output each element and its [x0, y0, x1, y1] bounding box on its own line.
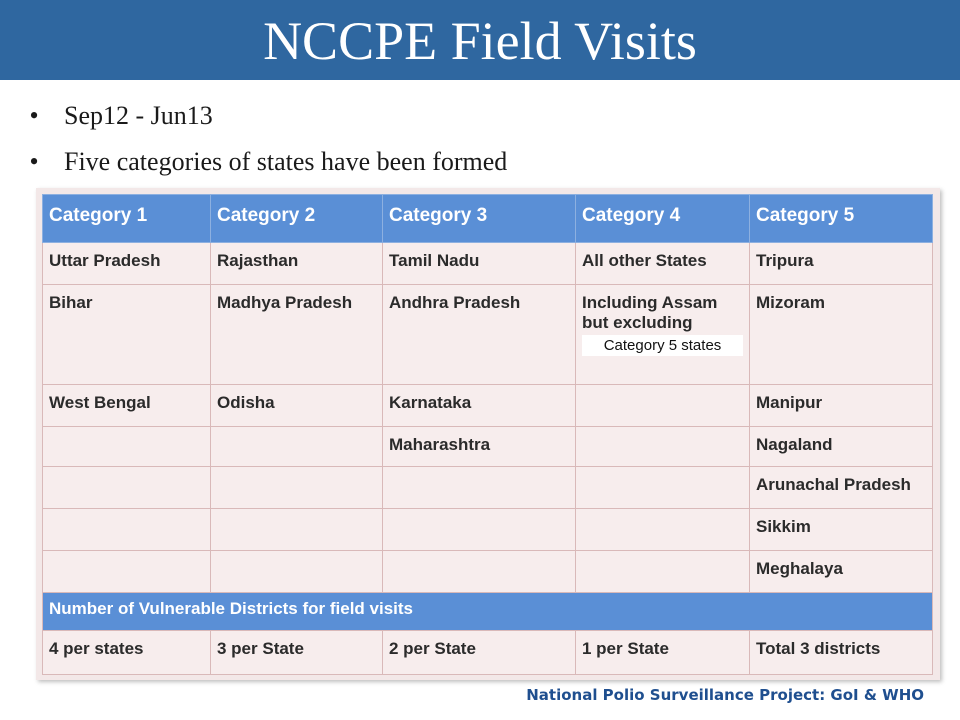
- table-cell: Andhra Pradesh: [383, 285, 576, 385]
- category4-text: Including Assam but excluding: [582, 293, 718, 332]
- table-cell: [576, 551, 750, 593]
- table-cell: [576, 427, 750, 467]
- table-row: [43, 551, 933, 593]
- table-cell: [43, 551, 211, 593]
- districts-cell: 4 per states: [43, 631, 211, 675]
- table-row: [43, 285, 933, 385]
- table-cell: Manipur: [750, 385, 933, 427]
- districts-band-label: Number of Vulnerable Districts for field visits: [43, 593, 933, 631]
- table-row: [43, 385, 933, 427]
- table-cell: Rajasthan: [211, 243, 383, 285]
- page-title: NCCPE Field Visits: [263, 11, 697, 71]
- footer-credit: National Polio Surveillance Project: GoI & WHO: [526, 686, 924, 704]
- bullet-list: [24, 96, 507, 188]
- table-cell: Meghalaya: [750, 551, 933, 593]
- table-cell: Tamil Nadu: [383, 243, 576, 285]
- table-cell: [383, 467, 576, 509]
- districts-band-row: [43, 593, 933, 631]
- table-cell: [43, 467, 211, 509]
- bullet-text: Five categories of states have been formed: [64, 147, 508, 176]
- table-cell: Odisha: [211, 385, 383, 427]
- header-cell: Category 4: [576, 195, 750, 243]
- table-cell: [211, 551, 383, 593]
- table-cell: Mizoram: [750, 285, 933, 385]
- table-cell: [576, 385, 750, 427]
- table-cell: [576, 467, 750, 509]
- header-cell: Category 5: [750, 195, 933, 243]
- table-cell: Maharashtra: [383, 427, 576, 467]
- bullet-text: Sep12 - Jun13: [64, 101, 213, 130]
- table-cell: [576, 509, 750, 551]
- bullet-icon: •: [29, 101, 39, 130]
- table-cell: Nagaland: [750, 427, 933, 467]
- table-cell: Bihar: [43, 285, 211, 385]
- table-row: [43, 427, 933, 467]
- table-cell: [43, 427, 211, 467]
- title-bar: [0, 0, 960, 80]
- table-cell: West Bengal: [43, 385, 211, 427]
- table-cell: [383, 509, 576, 551]
- table-cell: [211, 467, 383, 509]
- header-cell: Category 1: [43, 195, 211, 243]
- table-cell: [211, 427, 383, 467]
- table-cell: [43, 509, 211, 551]
- category-table: [42, 194, 933, 675]
- table-cell: Arunachal Pradesh: [750, 467, 933, 509]
- table-cell: Tripura: [750, 243, 933, 285]
- table-cell: [211, 509, 383, 551]
- districts-cell: 3 per State: [211, 631, 383, 675]
- bullet-item: [24, 142, 507, 188]
- table-header-row: [43, 195, 933, 243]
- bullet-icon: •: [29, 147, 39, 176]
- table-cell: All other States: [576, 243, 750, 285]
- table-cell: [576, 285, 750, 385]
- category4-note: Category 5 states: [582, 335, 743, 356]
- districts-cell: Total 3 districts: [750, 631, 933, 675]
- districts-cell: 2 per State: [383, 631, 576, 675]
- table-cell: Madhya Pradesh: [211, 285, 383, 385]
- table-row: [43, 243, 933, 285]
- header-cell: Category 3: [383, 195, 576, 243]
- category-table-image: [36, 188, 940, 680]
- table-cell: [383, 551, 576, 593]
- table-cell: Uttar Pradesh: [43, 243, 211, 285]
- table-row: [43, 467, 933, 509]
- table-cell: Karnataka: [383, 385, 576, 427]
- districts-cell: 1 per State: [576, 631, 750, 675]
- table-cell: Sikkim: [750, 509, 933, 551]
- header-cell: Category 2: [211, 195, 383, 243]
- districts-row: [43, 631, 933, 675]
- table-row: [43, 509, 933, 551]
- bullet-item: [24, 96, 507, 142]
